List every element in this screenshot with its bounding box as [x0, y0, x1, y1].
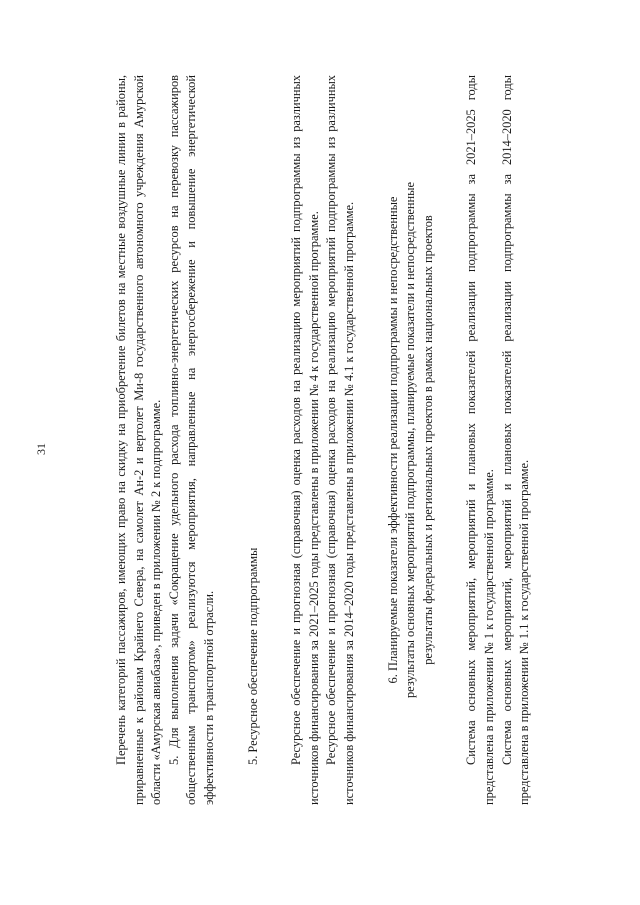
section-6-heading	[385, 75, 438, 805]
section-6-heading-line-1: 6. Планируемые показатели эффективности реализации подпрограммы и непосредственные	[385, 196, 400, 684]
section-5-heading: 5. Ресурсное обеспечение подпрограммы	[245, 547, 260, 765]
section-5-paragraph-1: Ресурсное обеспечение и прогнозная (справочная) оценка расходов на реализацию мероприятий подпрограммы из различных источников финансирования за 2021–2025 годы представлены в приложении № 4 к государственной программе.	[289, 75, 321, 805]
section-5-paragraph-2: Ресурсное обеспечение и прогнозная (справочная) оценка расходов на реализацию мероприятий подпрограммы из различных источников финансирования за 2014–2020 годы представлены в приложении № 4.1 к государственной программе.	[324, 75, 356, 805]
section-6-paragraph-2: Система основных мероприятий, мероприятий и плановых показателей реализации подпрограммы за 2014–2020 годы представлена в приложении № 1.1 к государственной программе.	[499, 75, 532, 805]
section-6-paragraph-1: Система основных мероприятий, мероприятий и плановых показателей реализации подпрограммы за 2021–2025 годы представлена в приложении № 1 к государственной программе.	[464, 75, 496, 805]
section-6-heading-line-2: результаты основных мероприятий подпрограммы, планируемые показатели и непосредственные	[403, 182, 418, 699]
document-body	[113, 75, 534, 805]
intro-paragraph-2: 5. Для выполнения задачи «Сокращение удельного расхода топливно-энергетических ресурсов на перевозку пассажиров общественным транспортом» реализуются мероприятия, направленные на энергосбережение и повышение энергетической эффективности в транспортной отрасли.	[166, 75, 216, 805]
page-number: 31	[34, 443, 48, 455]
intro-paragraph-1: Перечень категорий пассажиров, имеющих право на скидку на приобретение билетов на местные воздушные линии в районы, приравненные к районам Крайнего Севера, на самолет Ан-2 и вертолет Ми-8 государственного автономного учреждения Амурской области «Амурская авиабаза», приведен в приложении № 2 к подпрограмме.	[114, 75, 164, 805]
section-6-heading-line-3: результаты федеральных и региональных проектов в рамках национальных проектов	[420, 215, 435, 665]
